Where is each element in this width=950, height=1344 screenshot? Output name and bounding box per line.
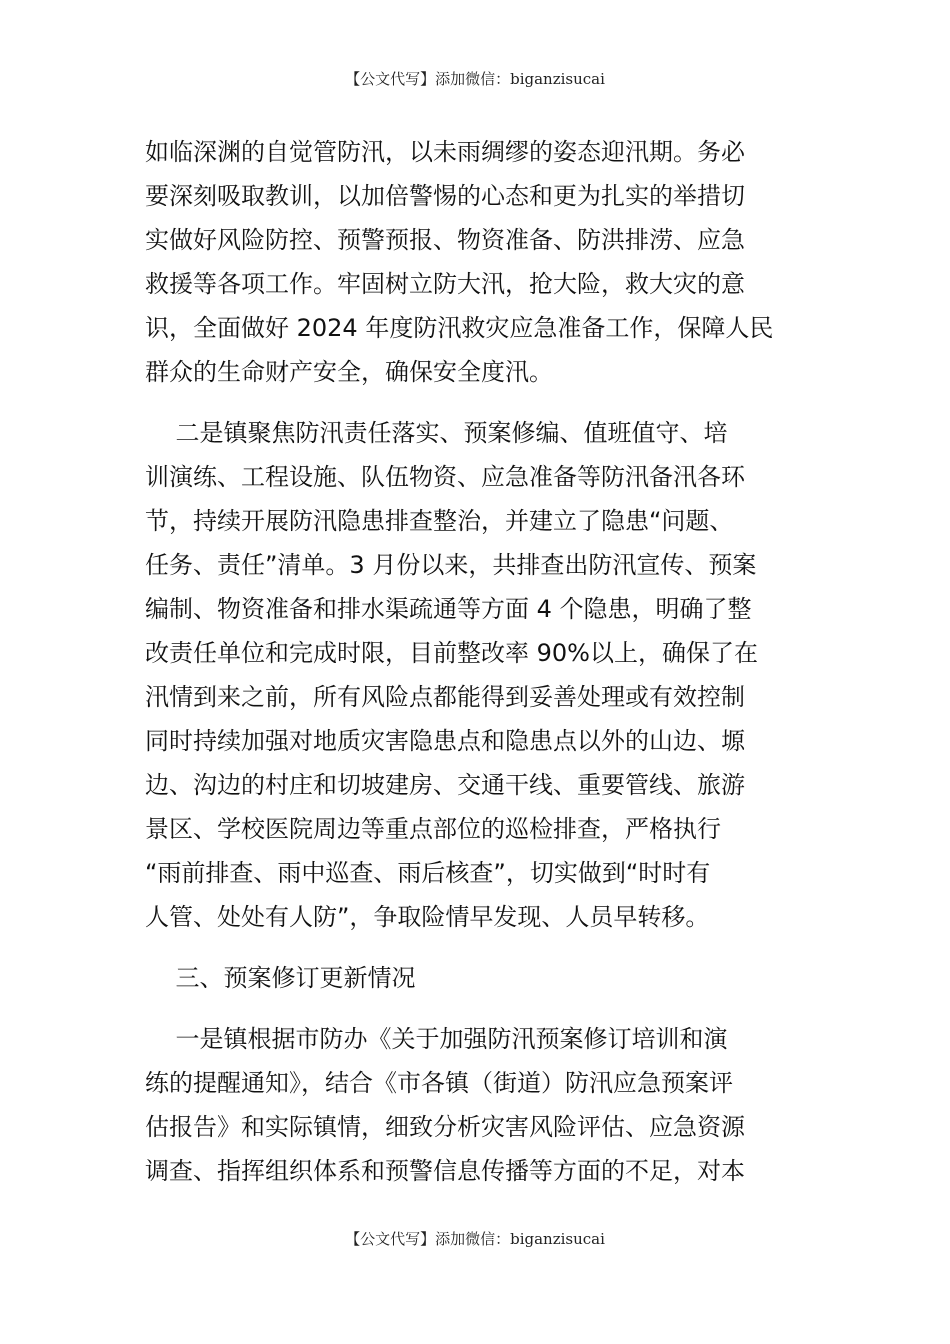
text-line: 同时持续加强对地质灾害隐患点和隐患点以外的山边、塬 xyxy=(145,727,745,755)
text-line: 如临深渊的自觉管防汛，以未雨绸缪的姿态迎汛期。务必 xyxy=(145,138,745,166)
paragraph-1 xyxy=(145,130,810,394)
text-line: 汛情到来之前，所有风险点都能得到妥善处理或有效控制 xyxy=(145,683,745,711)
paragraph-3 xyxy=(145,1017,810,1193)
text-line: 实做好风险防控、预警预报、物资准备、防洪排涝、应急 xyxy=(145,226,745,254)
text-line: 人管、处处有人防”，争取险情早发现、人员早转移。 xyxy=(145,903,710,931)
document-body xyxy=(145,130,810,1210)
text-line: 编制、物资准备和排水渠疏通等方面 4 个隐患，明确了整 xyxy=(145,595,752,623)
text-line: 一是镇根据市防办《关于加强防汛预案修订培训和演 xyxy=(145,1025,728,1053)
paragraph-2 xyxy=(145,411,810,939)
text-line: 要深刻吸取教训，以加倍警惕的心态和更为扎实的举措切 xyxy=(145,182,745,210)
text-line: 估报告》和实际镇情，细致分析灾害风险评估、应急资源 xyxy=(145,1113,745,1141)
text-line: 救援等各项工作。牢固树立防大汛，抢大险，救大灾的意 xyxy=(145,270,745,298)
text-line: 练的提醒通知》，结合《市各镇（街道）防汛应急预案评 xyxy=(145,1069,733,1097)
text-line: 边、沟边的村庄和切坡建房、交通干线、重要管线、旅游 xyxy=(145,771,745,799)
text-line: 节，持续开展防汛隐患排查整治，并建立了隐患“问题、 xyxy=(145,507,734,535)
text-line: 训演练、工程设施、队伍物资、应急准备等防汛备汛各环 xyxy=(145,463,745,491)
text-line: “雨前排查、雨中巡查、雨后核查”，切实做到“时时有 xyxy=(145,859,711,887)
text-line: 改责任单位和完成时限，目前整改率 90%以上，确保了在 xyxy=(145,639,758,667)
heading-text: 三、预案修订更新情况 xyxy=(145,964,416,992)
text-line: 景区、学校医院周边等重点部位的巡检排查，严格执行 xyxy=(145,815,721,843)
section-heading xyxy=(145,956,810,1000)
text-line: 调查、指挥组织体系和预警信息传播等方面的不足，对本 xyxy=(145,1157,745,1185)
page-header: 【公文代写】添加微信：biganzisucai xyxy=(345,70,605,88)
text-line: 群众的生命财产安全，确保安全度汛。 xyxy=(145,358,553,386)
text-line: 识，全面做好 2024 年度防汛救灾应急准备工作，保障人民 xyxy=(145,314,774,342)
text-line: 任务、责任”清单。3 月份以来，共排查出防汛宣传、预案 xyxy=(145,551,757,579)
page-footer: 【公文代写】添加微信：biganzisucai xyxy=(345,1230,605,1248)
text-line: 二是镇聚焦防汛责任落实、预案修编、值班值守、培 xyxy=(145,419,728,447)
